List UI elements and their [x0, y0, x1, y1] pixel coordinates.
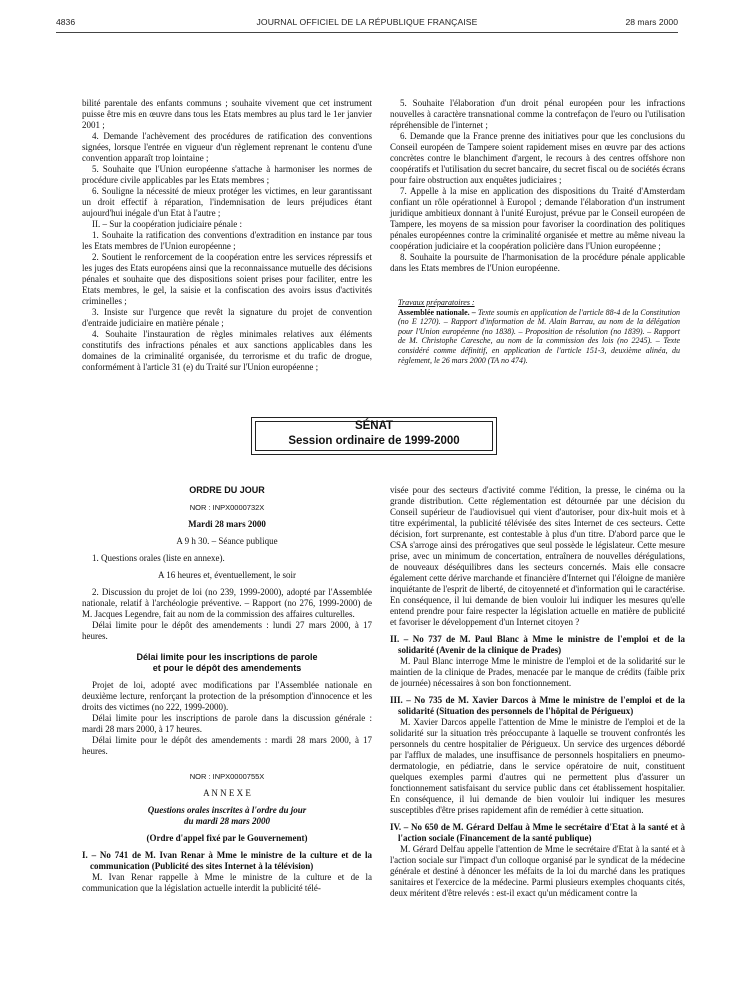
deadline-text: Délai limite pour le dépôt des amendements : lundi 27 mars 2000, à 17 heures.	[82, 620, 372, 641]
paragraph: 6. Demande que la France prenne des initiatives pour que les conclusions du Conseil européen de Tampere soient rapidement mises en œuvre par des actions concrètes contre le blanchiment d'argent, le recours à des centres offshore non coopératifs et l'utilisation du secret bancaire, du secret fiscal ou de sociétés écrans pour faire obstruction aux enquêtes judiciaires ;	[390, 131, 685, 185]
senat-title-box	[251, 417, 497, 455]
nor-reference: NOR : INPX0000732X	[189, 503, 265, 512]
agenda-item: 2. Discussion du projet de loi (no 239, 1999-2000), adopté par l'Assemblée nationale, relatif à l'archéologie préventive. – Rapport (no 276, 1999-2000) de M. Jacques Legendre, fait au nom de la commission des affaires culturelles.	[82, 587, 372, 619]
page-number: 4836	[56, 17, 76, 27]
question-heading: I. – No 741 de M. Ivan Renar à Mme le ministre de la culture et de la communication (Publicité des sites Internet à la télévision)	[82, 850, 372, 871]
deadline-text: Délai limite pour les inscriptions de parole dans la discussion générale : mardi 28 mars 2000, à 17 heures.	[82, 713, 372, 734]
session-date: Mardi 28 mars 2000	[188, 519, 266, 529]
header-date: 28 mars 2000	[625, 17, 678, 27]
deadline-title: et pour le dépôt des amendements	[152, 663, 302, 673]
paragraph: 4. Souhaite l'instauration de règles minimales relatives aux éléments constitutifs des infractions pénales et aux sanctions applicables dans les domaines de la criminalité organisée, du terrorisme et du trafic de drogue, conformément à l'article 31 (e) du Traité sur l'Union européenne ;	[82, 329, 372, 372]
paragraph: 5. Souhaite l'élaboration d'un droit pénal européen pour les infractions nouvelles à caractère transnational comme la contrefaçon de l'euro ou l'utilisation répréhensible de l'internet ;	[390, 98, 685, 130]
seance-time: A 9 h 30. – Séance publique	[176, 536, 278, 546]
paragraph: 5. Souhaite que l'Union européenne s'attache à harmoniser les normes de procédure civile applicables par les Etats membres ;	[82, 164, 372, 185]
session-title: Session ordinaire de 1999-2000	[288, 435, 460, 447]
nor-reference: NOR : INPX0000755X	[189, 772, 265, 781]
page-header	[56, 17, 678, 31]
right-bottom-column	[390, 485, 685, 899]
travaux-title: Travaux préparatoires :	[398, 298, 475, 307]
paragraph: 6. Souligne la nécessité de mieux protéger les victimes, en leur garantissant un droit effectif à réparation, l'indemnisation de leurs préjudices étant aujourd'hui inégale d'un Etat à l'autre ;	[82, 186, 372, 218]
question-heading: II. – No 737 de M. Paul Blanc à Mme le ministre de l'emploi et de la solidarité (Avenir de la clinique de Prades)	[390, 634, 685, 655]
annexe-title: A N N E X E	[203, 788, 251, 798]
paragraph: 2. Soutient le renforcement de la coopération entre les services répressifs et les juges des Etats européens ainsi que la reconnaissance mutuelle des décisions pénales et souhaite que des dispositions soient prises pour faciliter, entre les Etats membres, le gel, la saisie et la confiscation des avoirs issus d'activités criminelles ;	[82, 252, 372, 306]
question-text: visée pour des secteurs d'activité comme l'édition, la presse, le cinéma ou la grande distribution. Cette réglementation est détournée par une décision du Conseil supérieur de l'audiovisuel qui vient d'autoriser, pour dix-huit mois et à titre expérimental, la publicité télévisée des sites Internet de ces secteurs. Cette décision, fort surprenante, est contestable à plus d'un titre. D'abord parce que le CSA s'arroge ainsi des prérogatives que seul possède le législateur. Cette mesure prise, avec un minimum de concertation, entraînera de nouvelles dérégulations, de nouveaux déséquilibres dans les secteurs concernés. Mais elle consacre également cette dérive marchande et financière d'Internet qui l'éloigne de manière inquiétante de l'esprit de liberté, de citoyenneté et d'information qui le caractérise. En conséquence, il lui demande de bien vouloir lui indiquer les mesures qu'elle entend prendre pour faire respecter la législation actuelle en matière de publicité et favoriser le développement d'un Internet citoyen ?	[390, 485, 685, 627]
right-top-column	[390, 98, 685, 274]
deadline-text: Délai limite pour le dépôt des amendements : mardi 28 mars 2000, à 17 heures.	[82, 735, 372, 756]
header-rule	[56, 32, 678, 33]
question-text: M. Gérard Delfau appelle l'attention de Mme le secrétaire d'Etat à la santé et à l'action sociale sur l'impact d'un colloque organisé par le syndicat de la médecine générale et destiné à dénoncer les méfaits de la loi du marché dans les pratiques sanitaires et l'exercice de la médecine. Parmi plusieurs exemples choquants cités, deux méritent d'être relevés : est-il exact qu'un médicament contre la	[390, 844, 685, 898]
paragraph: 7. Appelle à la mise en application des dispositions du Traité d'Amsterdam confiant un rôle opérationnel à Europol ; demande l'élaboration d'un instrument juridique ambitieux donnant à l'unité Eurojust, prévue par le Conseil européen de Tampere, les moyens de sa mission pour favoriser la coordination des politiques pénales européennes contre la criminalité organisée et mettre au même niveau la coopération judiciaire et la coopération policière dans l'Union européenne ;	[390, 186, 685, 251]
paragraph: 3. Insiste sur l'urgence que revêt la signature du projet de convention d'entraide judiciaire en matière pénale ;	[82, 307, 372, 328]
question-text: M. Paul Blanc interroge Mme le ministre de l'emploi et de la solidarité sur le maintien de la clinique de Prades, menacée par le manque de crédits (faible prix de journée) nécessaires à son bon fonctionnement.	[390, 656, 685, 688]
afternoon-session: A 16 heures et, éventuellement, le soir	[158, 570, 296, 580]
senat-title: SÉNAT	[354, 420, 394, 432]
agenda-item: 1. Questions orales (liste en annexe).	[92, 553, 225, 563]
ordre-appel: (Ordre d'appel fixé par le Gouvernement)	[146, 833, 308, 843]
question-text: M. Xavier Darcos appelle l'attention de Mme le ministre de l'emploi et de la solidarité sur la situation très préoccupante à laquelle se trouvent confrontés les personnels du centre hospitalier de Périgueux. Un service des urgences débordé par l'afflux de malades, une insuffisance de personnels hospitaliers en pneumo-dermatologie, en pédiatrie, dans le service opératoire de nuit, constituent quelques exemples parmi d'autres qui ne permettent plus d'assurer un fonctionnement satisfaisant du service public dans cet établissement hospitalier. En conséquence, il lui demande de bien vouloir lui indiquer les mesures susceptibles d'être prises rapidement afin de remédier à cette situation.	[390, 717, 685, 815]
paragraph: 8. Souhaite la poursuite de l'harmonisation de la procédure pénale applicable dans les Etats membres de l'Union européenne.	[390, 252, 685, 273]
bill-text: Projet de loi, adopté avec modifications par l'Assemblée nationale en deuxième lecture, renforçant la protection de la présomption d'innocence et les droits des victimes (no 222, 1999-2000).	[82, 680, 372, 712]
paragraph: II. – Sur la coopération judiciaire pénale :	[92, 219, 242, 229]
left-bottom-column	[82, 485, 372, 894]
travaux-assemblee: Assemblée nationale. –	[398, 307, 476, 317]
travaux-text: Texte soumis en application de l'article 88-4 de la Constitution (no E 1270). – Rapport d'information de M. Alain Barrau, au nom de la délégation pour l'Union européenne (no 1838). – Proposition de résolution (no 1839). – Rapport de M. Christophe Caresche, au nom de la commission des lois (no 2245). – Texte considéré comme définitif, en application de l'article 151-3, deuxième alinéa, du règlement, le 26 mars 2000 (TA no 474).	[398, 307, 680, 365]
question-heading: IV. – No 650 de M. Gérard Delfau à Mme le secrétaire d'Etat à la santé et à l'action sociale (Financement de la santé publique)	[390, 822, 685, 843]
paragraph: bilité parentale des enfants communs ; souhaite vivement que cet instrument puisse être mis en œuvre dans tous les Etats membres au plus tard le 1er janvier 2001 ;	[82, 98, 372, 130]
question-text: M. Ivan Renar rappelle à Mme le ministre de la culture et de la communication que la législation actuelle interdit la publicité télé-	[82, 872, 372, 893]
paragraph: 1. Souhaite la ratification des conventions d'extradition en instance par tous les Etats membres de l'Union européenne ;	[82, 230, 372, 251]
questions-title: Questions orales inscrites à l'ordre du jour	[147, 805, 307, 815]
ordre-du-jour-title: ORDRE DU JOUR	[189, 485, 265, 495]
questions-title: du mardi 28 mars 2000	[183, 816, 270, 826]
deadline-title: Délai limite pour les inscriptions de parole	[136, 652, 318, 662]
paragraph: 4. Demande l'achèvement des procédures de ratification des conventions signées, lorsque l'entrée en vigueur d'un règlement reprenant le contenu d'une convention apparaît trop lointaine ;	[82, 131, 372, 163]
left-top-column	[82, 98, 372, 373]
travaux-preparatoires	[398, 298, 680, 365]
question-heading: III. – No 735 de M. Xavier Darcos à Mme le ministre de l'emploi et de la solidarité (Situation des personnels de l'hôpital de Périgueux)	[390, 695, 685, 716]
journal-title: JOURNAL OFFICIEL DE LA RÉPUBLIQUE FRANÇAISE	[256, 17, 478, 27]
